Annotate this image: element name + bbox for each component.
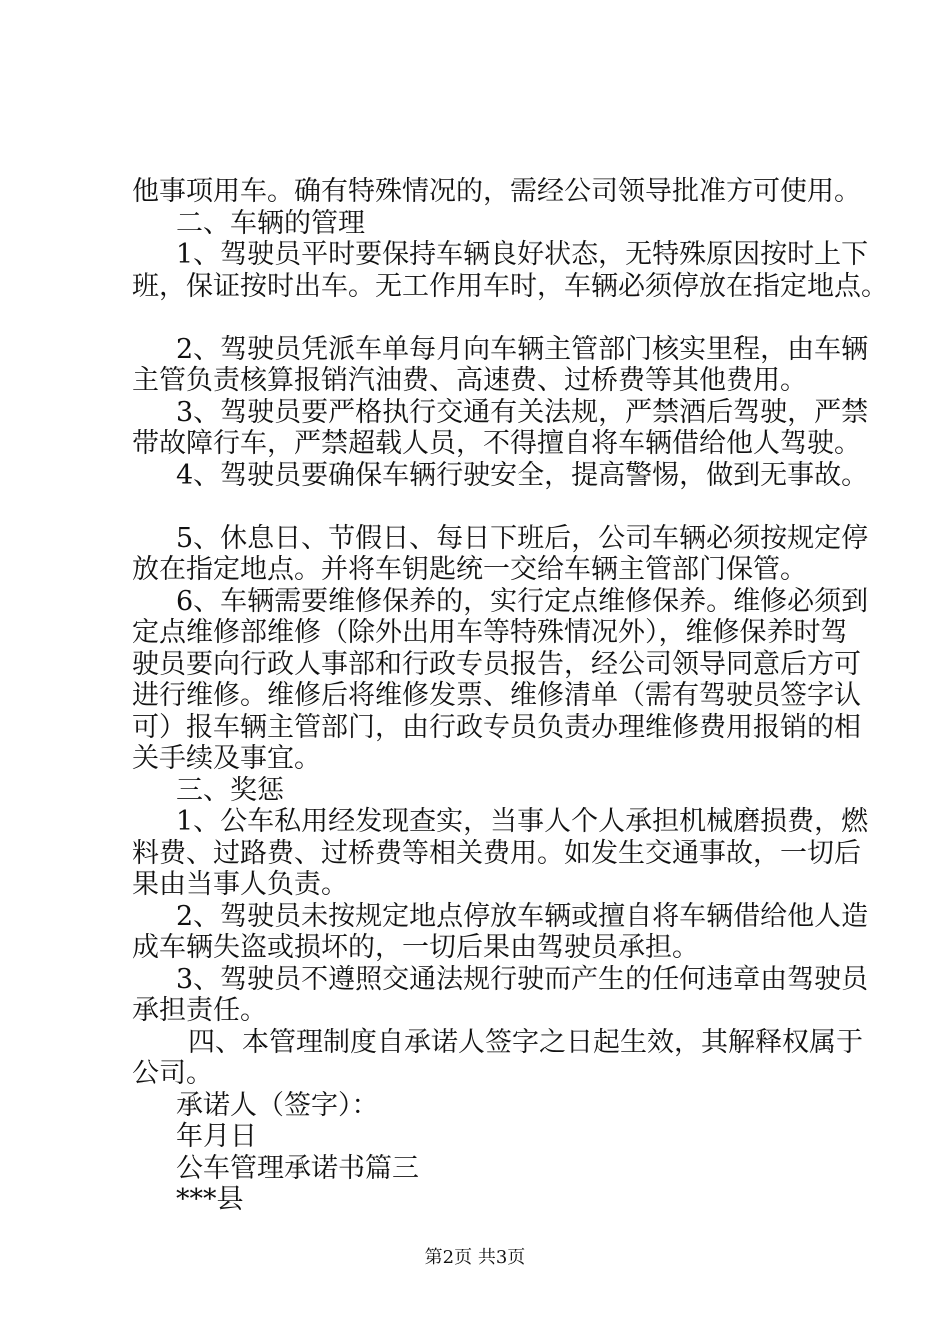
- text-line: 可）报车辆主管部门，由行政专员负责办理维修费用报销的相: [132, 711, 861, 743]
- blank-line: [132, 302, 852, 334]
- text-line: 带故障行车，严禁超载人员，不得擅自将车辆借给他人驾驶。: [132, 428, 861, 459]
- text-line: 料费、过路费、过桥费等相关费用。如发生交通事故，一切后: [132, 837, 861, 869]
- document-body: [132, 176, 888, 1216]
- section-heading: 三、奖惩: [176, 774, 284, 806]
- text-line: 1、驾驶员平时要保持车辆良好状态，无特殊原因按时上下: [176, 239, 869, 270]
- text-line: 4、驾驶员要确保车辆行驶安全，提高警惕，做到无事故。: [176, 459, 869, 491]
- section-heading: 二、车辆的管理: [176, 207, 365, 239]
- text-line: 放在指定地点。并将车钥匙统一交给车辆主管部门保管。: [132, 554, 807, 585]
- text-line: 3、驾驶员不遵照交通法规行驶而产生的任何违章由驾驶员: [176, 963, 869, 995]
- text-line: 成车辆失盗或损坏的，一切后果由驾驶员承担。: [132, 932, 699, 963]
- text-line: 进行维修。维修后将维修发票、维修清单（需有驾驶员签字认: [132, 680, 861, 711]
- text-line: 承担责任。: [132, 995, 267, 1026]
- text-line: 他事项用车。确有特殊情况的，需经公司领导批准方可使用。: [132, 176, 861, 207]
- text-line: 关手续及事宜。: [132, 743, 321, 774]
- text-line: 公司。: [132, 1058, 213, 1089]
- text-line: 1、公车私用经发现查实，当事人个人承担机械磨损费，燃: [176, 806, 869, 837]
- text-line: 3、驾驶员要严格执行交通有关法规，严禁酒后驾驶，严禁: [176, 396, 869, 428]
- text-line: 2、驾驶员凭派车单每月向车辆主管部门核实里程，由车辆: [176, 333, 869, 365]
- text-line: ***县: [176, 1184, 244, 1215]
- text-line: 5、休息日、节假日、每日下班后，公司车辆必须按规定停: [176, 522, 869, 554]
- section-heading: 四、本管理制度自承诺人签字之日起生效，其解释权属于: [188, 1026, 863, 1058]
- text-line: 果由当事人负责。: [132, 869, 348, 900]
- text-line: 主管负责核算报销汽油费、高速费、过桥费等其他费用。: [132, 365, 807, 396]
- text-line: 2、驾驶员未按规定地点停放车辆或擅自将车辆借给他人造: [176, 900, 869, 932]
- date-label: 年月日: [176, 1121, 257, 1152]
- section-title: 公车管理承诺书篇三: [176, 1152, 419, 1184]
- text-line: 6、车辆需要维修保养的，实行定点维修保养。维修必须到: [176, 585, 869, 617]
- page-footer: 第2页 共3页: [424, 1247, 526, 1268]
- text-line: 班，保证按时出车。无工作用车时，车辆必须停放在指定地点。: [132, 270, 888, 302]
- blank-line: [132, 491, 852, 523]
- text-line: 驶员要向行政人事部和行政专员报告，经公司领导同意后方可: [132, 648, 861, 680]
- signature-label: 承诺人（签字）：: [176, 1089, 379, 1121]
- text-line: 定点维修部维修（除外出用车等特殊情况外），维修保养时驾: [132, 617, 848, 648]
